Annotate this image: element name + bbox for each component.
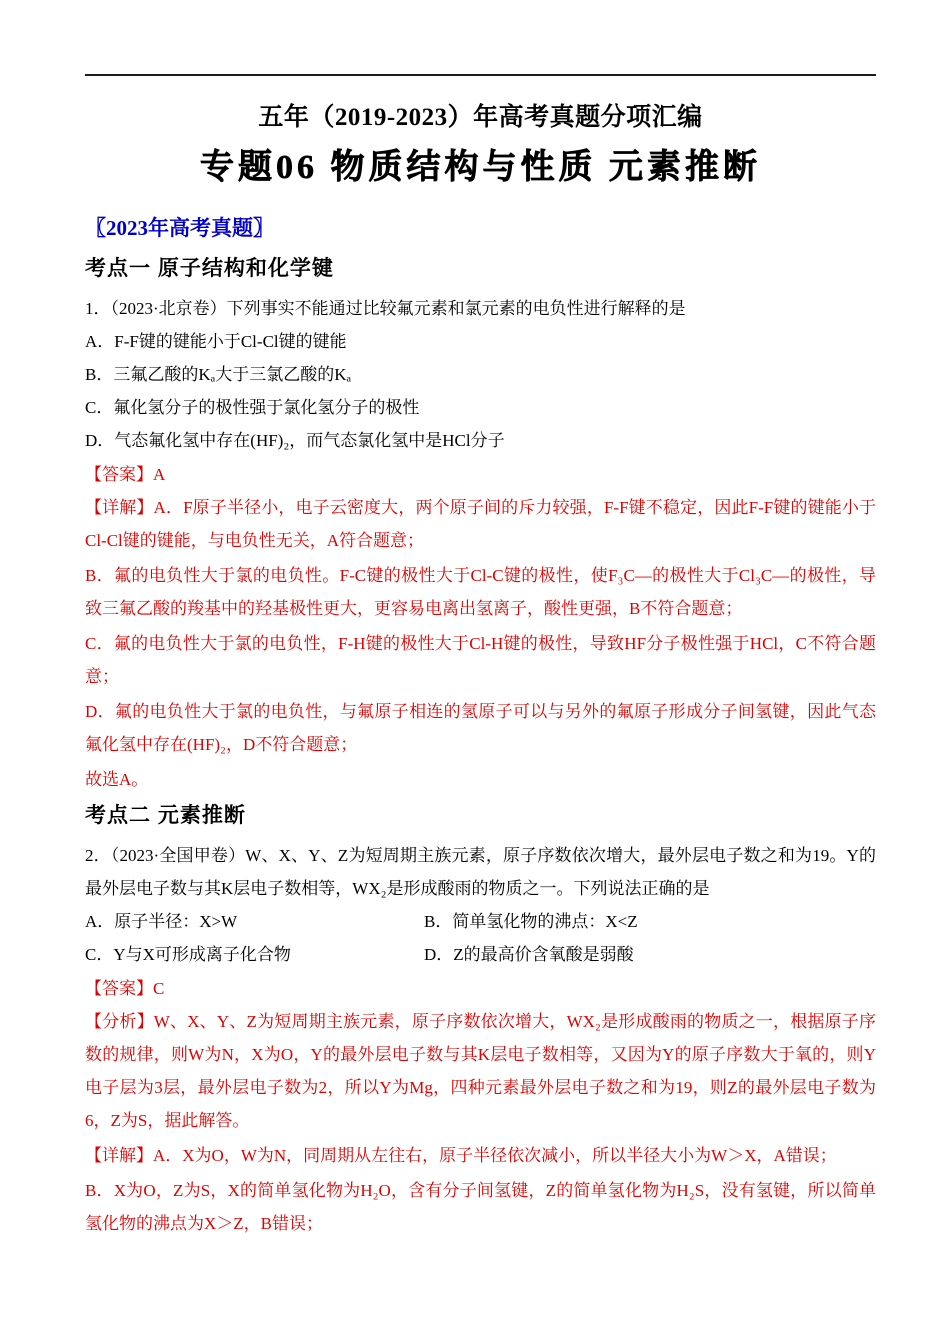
q1-stem: 1．（2023·北京卷）下列事实不能通过比较氟元素和氯元素的电负性进行解释的是 <box>85 299 686 318</box>
q2-options-row-1 <box>85 905 876 938</box>
q1-option-a: A．F-F键的键能小于Cl-Cl键的键能 <box>85 332 347 351</box>
q1-analysis-d: D．氟的电负性大于氯的电负性，与氟原子相连的氢原子可以与另外的氟原子形成分子间氢键，因此气态氟化氢中存在(HF)₂，D不符合题意； <box>85 702 876 754</box>
q2-option-a: A．原子半径：X>W <box>85 912 238 931</box>
q2-option-c: C．Y与X可形成离子化合物 <box>85 945 291 964</box>
q2-option-b: B．简单氢化物的沸点：X<Z <box>424 912 638 931</box>
document-subtitle: 专题06 物质结构与性质 元素推断 <box>200 149 761 186</box>
document-title: 五年（2019-2023）年高考真题分项汇编 <box>258 104 703 131</box>
q2-options-row-2 <box>85 938 876 971</box>
q1-analysis-b: B．氟的电负性大于氯的电负性。F-C键的极性大于Cl-C键的极性，使F₃C—的极性大于Cl₃C—的极性，导致三氟乙酸的羧基中的羟基极性更大，更容易电离出氢离子，酸性更强，B不符合题意； <box>85 566 876 618</box>
q1-analysis-a: 【详解】A．F原子半径小，电子云密度大，两个原子间的斥力较强，F-F键不稳定，因此F-F键的键能小于Cl-Cl键的键能，与电负性无关，A符合题意； <box>85 498 876 550</box>
q2-answer: 【答案】C <box>85 979 165 998</box>
year-section-header: 〖2023年高考真题〗 <box>85 216 274 240</box>
q1-option-d: D．气态氟化氢中存在(HF)₂，而气态氯化氢中是HCl分子 <box>85 431 505 450</box>
q1-analysis-c: C．氟的电负性大于氯的电负性，F-H键的极性大于Cl-H键的极性，导致HF分子极性强于HCl，C不符合题意； <box>85 634 876 686</box>
section2-heading: 考点二 元素推断 <box>85 804 246 827</box>
q2-stem: 2．（2023·全国甲卷）W、X、Y、Z为短周期主族元素，原子序数依次增大，最外层电子数之和为19。Y的最外层电子数与其K层电子数相等，WX₂是形成酸雨的物质之一。下列说法正确的是 <box>85 846 876 898</box>
q1-option-b: B．三氟乙酸的Kₐ大于三氯乙酸的Kₐ <box>85 365 352 384</box>
q1-option-c: C．氟化氢分子的极性强于氯化氢分子的极性 <box>85 398 420 417</box>
q1-conclusion: 故选A。 <box>85 770 149 789</box>
q2-detail-b: B．X为O，Z为S，X的简单氢化物为H₂O，含有分子间氢键，Z的简单氢化物为H₂S，没有氢键，所以简单氢化物的沸点为X＞Z，B错误； <box>85 1181 876 1233</box>
q1-answer: 【答案】A <box>85 465 166 484</box>
q2-option-d: D．Z的最高价含氧酸是弱酸 <box>424 945 634 964</box>
section1-heading: 考点一 原子结构和化学键 <box>85 257 334 280</box>
q2-detail-a: 【详解】A．X为O，W为N，同周期从左往右，原子半径依次减小，所以半径大小为W＞X，A错误； <box>85 1146 837 1165</box>
header-divider <box>85 74 876 76</box>
q2-analysis: 【分析】W、X、Y、Z为短周期主族元素，原子序数依次增大，WX₂是形成酸雨的物质之一，根据原子序数的规律，则W为N，X为O，Y的最外层电子数与其K层电子数相等，又因为Y的原子序数大于氧的，则Y电子层为3层，最外层电子数为2，所以Y为Mg，四种元素最外层电子数之和为19，则Z的最外层电子数为6，Z为S，据此解答。 <box>85 1012 876 1130</box>
